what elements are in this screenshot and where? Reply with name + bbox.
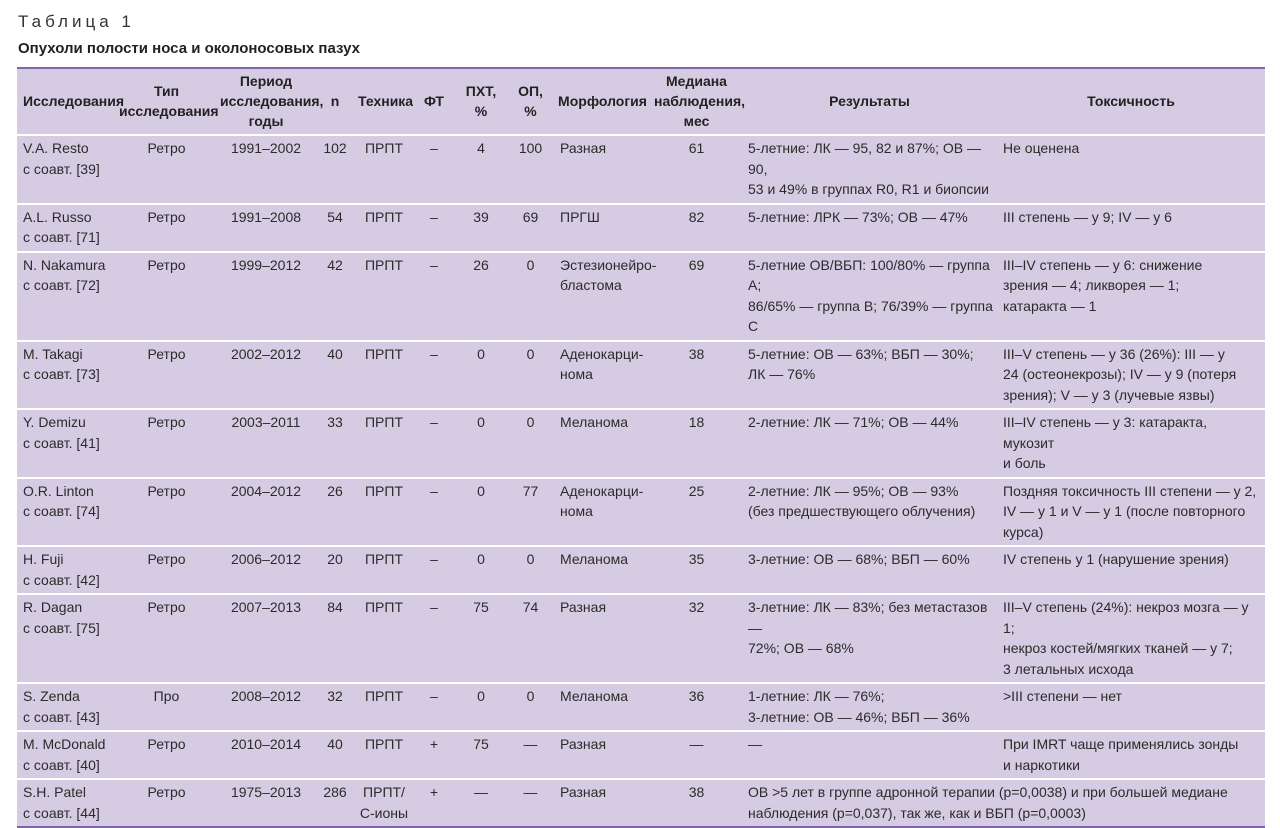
- cell-technique: ПРПТ: [364, 345, 403, 362]
- cell-morphology: Эстезионейро- бластома: [560, 256, 657, 293]
- header-pxt: ПХТ, %: [465, 83, 497, 119]
- cell-op: 0: [526, 256, 535, 273]
- cell-pxt: 0: [477, 551, 485, 567]
- cell-period: 1991–2002: [230, 140, 302, 156]
- cell-pxt: 39: [473, 208, 489, 225]
- table-body: [17, 135, 1265, 827]
- header-morphology: Морфология: [558, 93, 647, 109]
- cell-ft: –: [430, 551, 438, 567]
- cell-toxicity: Поздняя токсичность III степени — у 2, IV — у 1 и V — у 1 (после повторного курса): [1003, 482, 1257, 540]
- table-row: [17, 409, 1265, 478]
- cell-op: 0: [526, 688, 535, 704]
- cell-n: 40: [327, 736, 343, 752]
- cell-study: N. Nakamura с соавт. [72]: [23, 256, 106, 293]
- cell-period: 2010–2014: [230, 736, 302, 752]
- cell-type: Ретро: [147, 140, 186, 156]
- cell-technique: ПРПТ: [364, 482, 403, 499]
- cell-morphology: Разная: [560, 599, 607, 615]
- header-technique: Техника: [358, 93, 414, 109]
- cell-technique: ПРПТ: [364, 736, 403, 752]
- cell-pxt: 0: [477, 345, 485, 362]
- header-study: Исследования: [23, 93, 125, 109]
- cell-op: —: [523, 736, 538, 752]
- cell-toxicity: III–IV степень — у 6: снижение зрения — 4; ликворея — 1; катаракта — 1: [1003, 256, 1203, 314]
- cell-results: ОВ >5 лет в группе адронной терапии (p=0,0038) и при большей медиане наблюдения (p=0,037), так же, как и ВБП (p=0,0003): [748, 784, 1228, 821]
- cell-study: S. Zenda с соавт. [43]: [23, 688, 100, 725]
- cell-op: —: [523, 784, 538, 800]
- table-row: [17, 594, 1265, 683]
- cell-op: 100: [518, 140, 543, 156]
- table-row: [17, 341, 1265, 410]
- cell-results: 3-летние: ОВ — 68%; ВБП — 60%: [748, 551, 970, 567]
- cell-study: R. Dagan с соавт. [75]: [23, 599, 100, 636]
- cell-technique: ПРПТ: [364, 688, 403, 704]
- cell-toxicity: >III степени — нет: [1003, 688, 1122, 704]
- cell-median: 38: [688, 345, 705, 362]
- cell-n: 42: [327, 256, 343, 273]
- cell-technique: ПРПТ/ С-ионы: [359, 784, 409, 821]
- cell-morphology: Разная: [560, 736, 607, 752]
- cell-period: 2003–2011: [231, 414, 301, 430]
- cell-period: 2004–2012: [230, 482, 302, 499]
- cell-period: 2008–2012: [230, 688, 302, 704]
- cell-ft: –: [430, 140, 438, 156]
- cell-morphology: Меланома: [560, 551, 629, 567]
- cell-n: 286: [323, 784, 347, 800]
- cell-results: 3-летние: ЛК — 83%; без метастазов — 72%; ОВ — 68%: [748, 599, 988, 656]
- header-ft: ФТ: [424, 93, 444, 109]
- cell-technique: ПРПТ: [364, 414, 403, 430]
- cell-pxt: 75: [473, 599, 489, 615]
- cell-period: 1991–2008: [230, 208, 302, 225]
- cell-results: 2-летние: ЛК — 71%; ОВ — 44%: [748, 414, 959, 430]
- cell-ft: +: [429, 736, 439, 752]
- table-row: [17, 204, 1265, 252]
- cell-technique: ПРПТ: [364, 256, 403, 273]
- cell-n: 20: [327, 551, 343, 567]
- cell-pxt: —: [474, 784, 488, 800]
- cell-pxt: 0: [477, 688, 485, 704]
- table-row: [17, 779, 1265, 827]
- cell-ft: –: [430, 256, 438, 273]
- cell-results: 5-летние ОВ/ВБП: 100/80% — группа А; 86/65% — группа В; 76/39% — группа С: [748, 256, 993, 334]
- cell-type: Ретро: [147, 784, 186, 800]
- cell-median: 82: [688, 208, 705, 225]
- cell-study: O.R. Linton с соавт. [74]: [23, 482, 100, 519]
- cell-op: 69: [522, 208, 539, 225]
- cell-morphology: ПРГШ: [560, 208, 600, 225]
- cell-type: Ретро: [147, 736, 186, 752]
- cell-n: 84: [327, 599, 343, 615]
- cell-study: M. Takagi с соавт. [73]: [23, 345, 100, 382]
- cell-ft: –: [430, 599, 438, 615]
- cell-period: 2007–2013: [230, 599, 302, 615]
- header-results: Результаты: [829, 93, 910, 109]
- cell-period: 1999–2012: [230, 256, 302, 273]
- cell-toxicity: IV степень у 1 (нарушение зрения): [1003, 551, 1229, 567]
- cell-morphology: Разная: [560, 784, 607, 800]
- cell-median: 18: [688, 414, 705, 430]
- cell-ft: –: [430, 345, 438, 362]
- cell-toxicity: При IMRT чаще применялись зонды и наркотики: [1003, 736, 1239, 773]
- cell-median: 38: [688, 784, 705, 800]
- cell-type: Ретро: [147, 482, 186, 499]
- cell-type: Ретро: [147, 345, 186, 362]
- cell-type: Ретро: [147, 551, 186, 567]
- cell-op: 0: [526, 414, 535, 430]
- cell-technique: ПРПТ: [364, 140, 403, 156]
- cell-period: 2002–2012: [230, 345, 302, 362]
- cell-type: Про: [153, 688, 180, 704]
- cell-study: M. McDonald с соавт. [40]: [23, 736, 106, 773]
- cell-type: Ретро: [147, 414, 186, 430]
- cell-results: 2-летние: ЛК — 95%; ОВ — 93% (без предшествующего облучения): [748, 482, 976, 519]
- header-n: n: [330, 93, 340, 109]
- cell-n: 33: [327, 414, 343, 430]
- cell-ft: –: [430, 414, 438, 430]
- cell-study: A.L. Russo с соавт. [71]: [23, 208, 100, 245]
- cell-toxicity: III–V степень (24%): некроз мозга — у 1; некроз костей/мягких тканей — у 7; 3 летальных исхода: [1003, 599, 1249, 677]
- cell-n: 102: [323, 140, 347, 156]
- cell-median: 61: [688, 140, 705, 156]
- table-row: [17, 731, 1265, 779]
- cell-morphology: Меланома: [560, 688, 629, 704]
- cell-study: Y. Demizu с соавт. [41]: [23, 414, 100, 451]
- header-row: [17, 68, 1265, 135]
- cell-technique: ПРПТ: [364, 551, 403, 567]
- cell-results: 5-летние: ЛРК — 73%; ОВ — 47%: [748, 208, 968, 225]
- cell-study: S.H. Patel с соавт. [44]: [23, 784, 100, 821]
- cell-type: Ретро: [147, 256, 186, 273]
- cell-study: H. Fuji с соавт. [42]: [23, 551, 100, 588]
- cell-ft: –: [430, 208, 438, 225]
- cell-pxt: 26: [473, 256, 489, 273]
- cell-n: 32: [327, 688, 343, 704]
- table-row: [17, 546, 1265, 594]
- cell-period: 2006–2012: [230, 551, 302, 567]
- cell-technique: ПРПТ: [364, 599, 403, 615]
- header-median: Медиана наблюдения, мес: [654, 73, 745, 129]
- cell-op: 74: [522, 599, 539, 615]
- cell-technique: ПРПТ: [364, 208, 403, 225]
- cell-toxicity: III–IV степень — у 3: катаракта, мукозит и боль: [1003, 414, 1207, 471]
- cell-morphology: Аденокарци- нома: [560, 482, 644, 519]
- cell-type: Ретро: [147, 208, 186, 225]
- cell-n: 54: [327, 208, 343, 225]
- cell-pxt: 0: [477, 482, 485, 499]
- cell-n: 26: [327, 482, 343, 499]
- cell-study: V.A. Resto с соавт. [39]: [23, 140, 100, 177]
- cell-median: 35: [688, 551, 705, 567]
- cell-op: 0: [526, 551, 535, 567]
- cell-morphology: Меланома: [560, 414, 629, 430]
- cell-toxicity: Не оценена: [1003, 140, 1080, 156]
- cell-n: 40: [327, 345, 343, 362]
- cell-results: —: [748, 736, 762, 752]
- cell-median: 32: [688, 599, 705, 615]
- cell-period: 1975–2013: [230, 784, 302, 800]
- cell-pxt: 4: [477, 140, 485, 156]
- table-row: [17, 683, 1265, 731]
- cell-op: 0: [526, 345, 535, 362]
- cell-median: 36: [688, 688, 705, 704]
- header-toxicity: Токсичность: [1087, 93, 1175, 109]
- cell-toxicity: III степень — у 9; IV — у 6: [1003, 208, 1172, 225]
- cell-ft: +: [429, 784, 439, 800]
- cell-op: 77: [522, 482, 539, 499]
- cell-ft: –: [430, 688, 438, 704]
- table-title: Опухоли полости носа и околоносовых пазух: [18, 40, 360, 57]
- cell-pxt: 75: [473, 736, 489, 752]
- cell-type: Ретро: [147, 599, 186, 615]
- table-row: [17, 478, 1265, 547]
- table-caption: Таблица 1: [18, 12, 135, 31]
- header-type: Тип исследования: [119, 83, 219, 119]
- cell-median: 25: [688, 482, 705, 499]
- cell-toxicity: III–V степень — у 36 (26%): III — у 24 (остеонекрозы); IV — у 9 (потеря зрения); V — у 3 (лучевые язвы): [1003, 345, 1237, 403]
- cell-median: —: [689, 736, 704, 752]
- data-table: [17, 67, 1265, 828]
- table-row: [17, 135, 1265, 204]
- header-period: Период исследования, годы: [220, 73, 324, 129]
- cell-pxt: 0: [477, 414, 485, 430]
- header-op: ОП, %: [518, 83, 543, 119]
- cell-results: 1-летние: ЛК — 76%; 3-летние: ОВ — 46%; ВБП — 36%: [748, 688, 970, 725]
- cell-median: 69: [688, 256, 705, 273]
- cell-results: 5-летние: ЛК — 95, 82 и 87%; ОВ — 90, 53 и 49% в группах R0, R1 и биопсии: [748, 140, 990, 197]
- cell-ft: –: [430, 482, 438, 499]
- table-row: [17, 252, 1265, 341]
- cell-results: 5-летние: ОВ — 63%; ВБП — 30%; ЛК — 76%: [748, 345, 974, 382]
- cell-morphology: Аденокарци- нома: [560, 345, 644, 382]
- cell-morphology: Разная: [560, 140, 607, 156]
